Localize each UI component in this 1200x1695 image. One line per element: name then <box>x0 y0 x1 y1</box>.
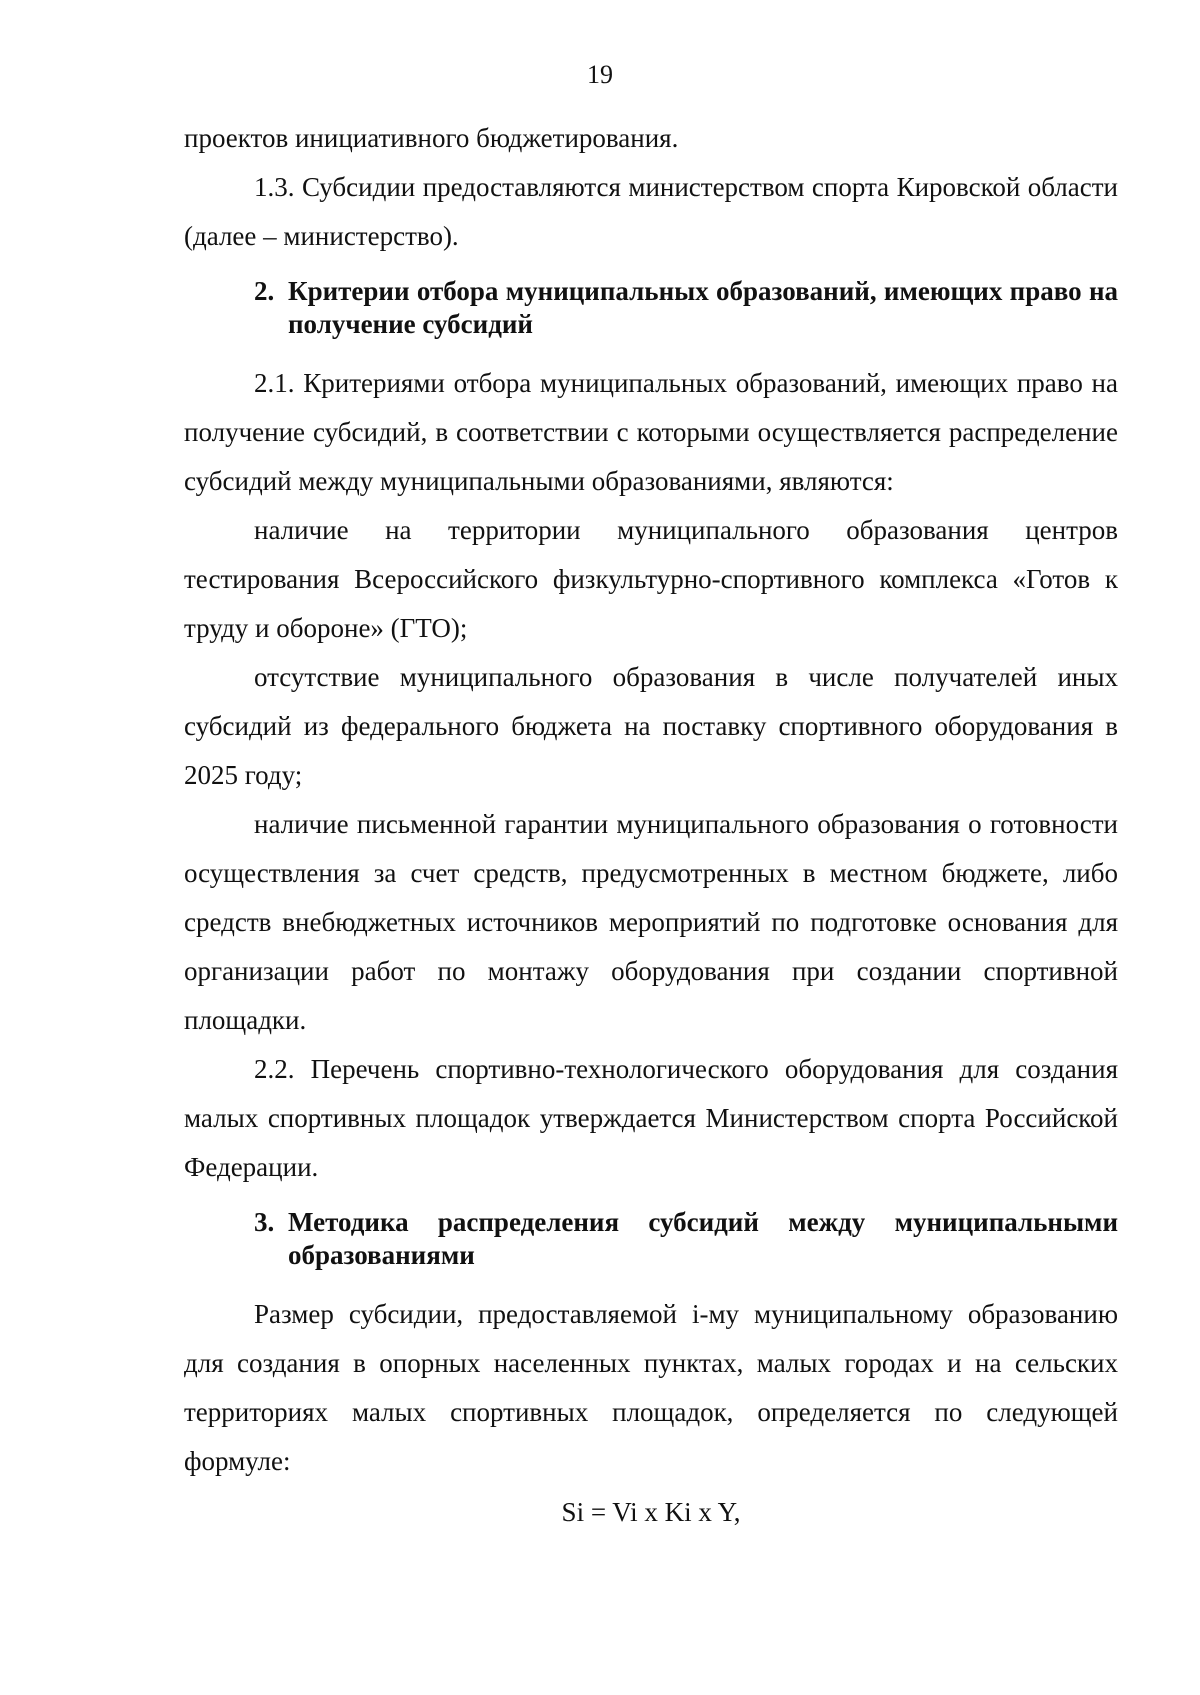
section-heading-2 <box>184 275 1118 341</box>
section-number: 2. <box>254 276 275 306</box>
page-number: 19 <box>587 60 613 89</box>
section-title: Методика распределения субсидий между муниципальными образованиями <box>288 1207 1118 1270</box>
criteria-item-1: наличие на территории муниципального образования центров тестирования Всероссийского физкультурно-спортивного комплекса «Готов к труду и обороне» (ГТО); <box>184 515 1118 643</box>
paragraph-continuation: проектов инициативного бюджетирования. <box>184 123 679 153</box>
paragraph-2-1: 2.1. Критериями отбора муниципальных образований, имеющих право на получение субсидий, в соответствии с которыми осуществляется распределение субсидий между муниципальными образованиями, являются: <box>184 368 1118 496</box>
paragraph-1-3: 1.3. Субсидии предоставляются министерством спорта Кировской области (далее – министерство). <box>184 172 1118 251</box>
document-body <box>184 114 1118 1537</box>
section-heading-3 <box>184 1206 1118 1272</box>
section-title: Критерии отбора муниципальных образований, имеющих право на получение субсидий <box>288 276 1118 339</box>
criteria-item-3: наличие письменной гарантии муниципального образования о готовности осуществления за счет средств, предусмотренных в местном бюджете, либо средств внебюджетных источников мероприятий по подготовке основания для организации работ по монтажу оборудования при создании спортивной площадки. <box>184 809 1118 1035</box>
section-number: 3. <box>254 1207 275 1237</box>
formula: Si = Vi x Ki x Y, <box>561 1497 741 1527</box>
paragraph-method: Размер субсидии, предоставляемой i-му муниципальному образованию для создания в опорных населенных пунктах, малых городах и на сельских территориях малых спортивных площадок, определяется по следующей формуле: <box>184 1299 1118 1476</box>
criteria-item-2: отсутствие муниципального образования в числе получателей иных субсидий из федерального бюджета на поставку спортивного оборудования в 2025 году; <box>184 662 1118 790</box>
paragraph-2-2: 2.2. Перечень спортивно-технологического оборудования для создания малых спортивных площадок утверждается Министерством спорта Российской Федерации. <box>184 1054 1118 1182</box>
